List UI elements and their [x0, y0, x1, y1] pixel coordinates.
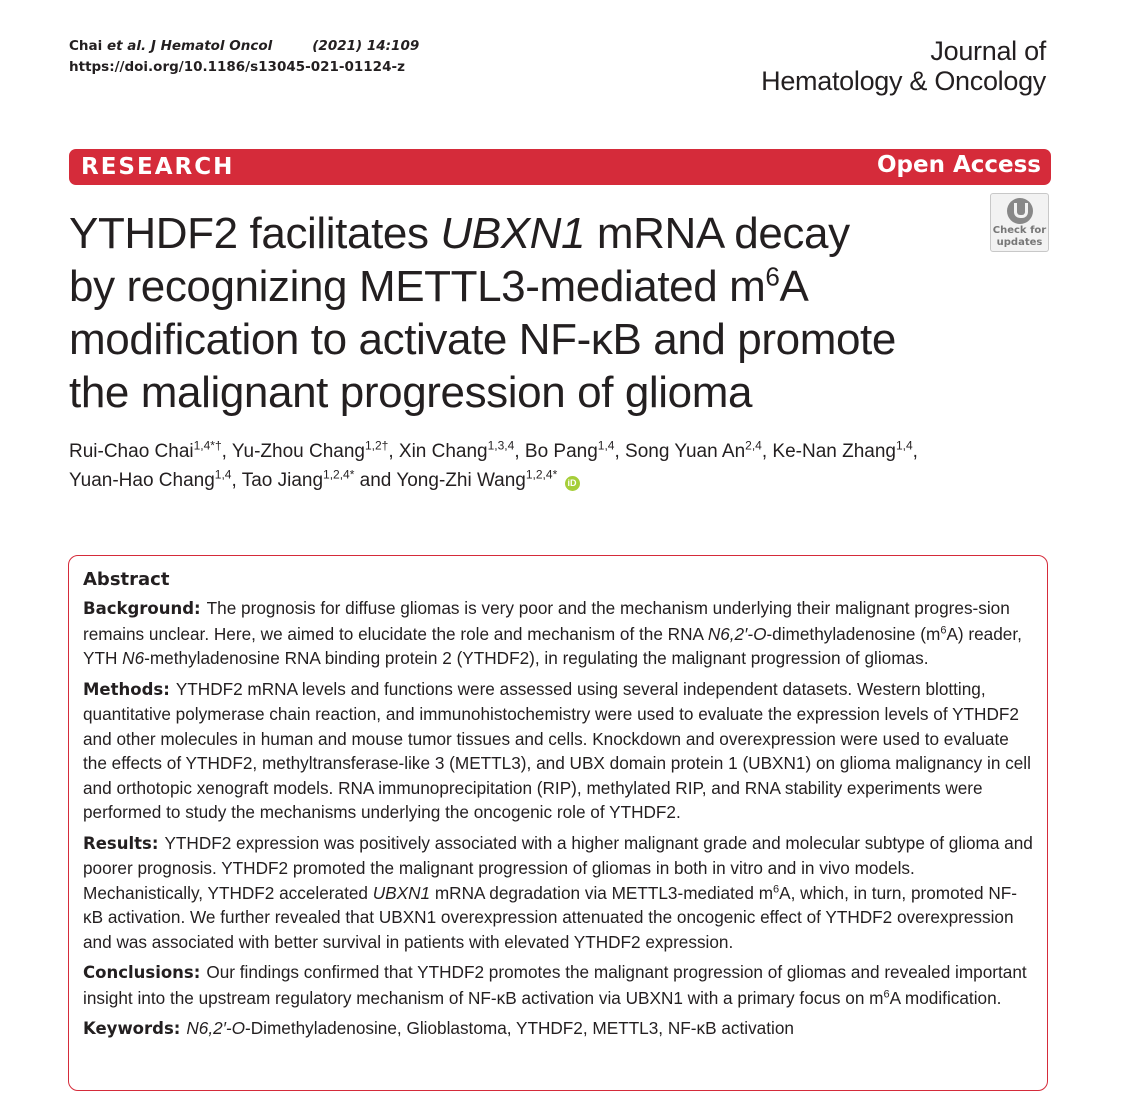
title-text: YTHDF2 facilitates: [69, 209, 441, 258]
citation-journal: et al. J Hematol Oncol: [102, 38, 273, 54]
abstract-text: -methyladenosine RNA binding protein 2 (YTHDF2), in regulating the malignant progression of gliomas.: [144, 648, 929, 668]
author-name: Yu-Zhou Chang: [231, 441, 365, 462]
author-affiliation: 2,4: [745, 438, 762, 453]
journal-logo: [761, 36, 1046, 96]
results-label: Results:: [83, 833, 159, 853]
author-name: Xin Chang: [398, 441, 488, 462]
background-label: Background:: [83, 599, 201, 618]
title-superscript: 6: [765, 261, 780, 292]
title-text: by recognizing METTL3-mediated m: [69, 262, 766, 311]
author-affiliation: 1,2,4*: [323, 467, 355, 482]
journal-name-line1: Journal of: [930, 36, 1046, 66]
author[interactable]: [772, 438, 913, 462]
author-affiliation: 1,4*†: [193, 438, 222, 453]
check-for-updates-line1: Check for: [992, 225, 1047, 236]
author-name: Yong-Zhi Wang: [396, 470, 526, 491]
abstract-superscript: 6: [773, 882, 780, 895]
abstract-conclusions: [83, 960, 1033, 1010]
author-name: Bo Pang: [524, 441, 598, 462]
author[interactable]: [524, 438, 615, 462]
author-affiliation: 1,4: [895, 438, 913, 453]
author[interactable]: [231, 438, 389, 462]
abstract-text: -dimethyladenosine (m: [766, 623, 941, 644]
abstract-text: YTHDF2 expression was positively associated with a higher malignant grade and molecular subtype of glioma and poorer prognosis. YTHDF2 promoted the malignant progression of gliomas in both in vitro and in vivo models. Mechanistically, YTHDF2 accelerated: [83, 832, 1033, 903]
author-affiliation: 1,2†: [364, 438, 389, 453]
abstract-results: [83, 831, 1033, 955]
author[interactable]: [625, 438, 762, 462]
abstract-italic: UBXN1: [372, 882, 431, 903]
methods-label: Methods:: [83, 679, 170, 699]
article-type-banner: [69, 149, 1051, 185]
abstract-superscript: 6: [883, 987, 890, 1000]
author-affiliation: 1,2,4*: [525, 467, 558, 482]
author-name: Rui-Chao Chai: [69, 441, 194, 462]
title-text: mRNA decay: [585, 209, 850, 258]
author-affiliation: 1,4: [214, 467, 232, 482]
title-line: the malignant progression of glioma: [69, 368, 753, 417]
author-name: Yuan-Hao Chang: [69, 470, 215, 491]
author-name: Ke-Nan Zhang: [772, 441, 896, 462]
keywords-label: Keywords:: [83, 1019, 181, 1038]
author-affiliation: 1,4: [597, 438, 615, 453]
bookmark-icon: [1007, 198, 1033, 224]
abstract-text: -Dimethyladenosine, Glioblastoma, YTHDF2, METTL3, NF-κB activation: [245, 1018, 794, 1038]
doi-link[interactable]: https://doi.org/10.1186/s13045-021-01124-z: [69, 59, 405, 75]
author[interactable]: [69, 438, 222, 462]
author[interactable]: [396, 467, 558, 491]
abstract-box: [68, 555, 1048, 1091]
title-text: A: [779, 262, 809, 311]
citation-block: [69, 36, 419, 78]
title-gene: UBXN1: [440, 209, 586, 258]
abstract-heading: Abstract: [83, 569, 170, 590]
title-line: [69, 260, 989, 313]
abstract-italic: N6,2′-O: [707, 623, 767, 644]
abstract-text: A modification.: [889, 987, 1002, 1008]
article-type-label: RESEARCH: [81, 154, 235, 180]
abstract-text: Our findings confirmed that YTHDF2 promotes the malignant progression of gliomas and revealed important insight into the upstream regulatory mechanism of NF-κB activation via UBXN1 with a primary focus on m: [83, 962, 1027, 1008]
check-for-updates-line2: updates: [996, 237, 1043, 248]
citation-authors: Chai: [69, 38, 103, 54]
abstract-text: A, which, in turn, promoted NF-κB activation. We further revealed that UBXN1 overexpression attenuated the oncogenic effect of YTHDF2 overexpression and was associated with better survival in patients with elevated YTHDF2 expression.: [83, 882, 1017, 952]
journal-name-line2: Hematology & Oncology: [761, 66, 1046, 96]
author-name: Song Yuan An: [625, 441, 746, 462]
abstract-background: [83, 596, 1033, 671]
author-name: Tao Jiang: [241, 470, 324, 491]
title-line: [69, 207, 989, 260]
author[interactable]: [398, 438, 515, 462]
article-title: [69, 207, 989, 419]
abstract-keywords: [83, 1016, 1033, 1042]
author[interactable]: [69, 467, 232, 491]
author-list: Rui-Chao Chai$^{1,4*\dagger}$, Yu-Zhou Chang$^{1,2\dagger}$, Xin Chang$^{1,3,4}$, Bo Pang$^{1,4}$, Song Yuan An$^{2,4}$, Ke-Nan Zhang$^{1,4}$, Yuan-Hao Chang$^{1,4}$, Tao Jiang$^{1,2,4*}$ and Yong-Zhi Wang$^{1,2,4*}$ iD: [69, 438, 918, 491]
orcid-icon[interactable]: iD: [565, 476, 580, 491]
citation-line: [69, 36, 419, 57]
check-for-updates-button[interactable]: [990, 193, 1049, 252]
abstract-methods: [83, 677, 1033, 825]
author[interactable]: [241, 467, 355, 491]
citation-year: (2021) 14:109: [312, 38, 420, 54]
abstract-text: A) reader, YTH: [83, 623, 1022, 668]
abstract-text: mRNA degradation via METTL3-mediated m: [430, 882, 774, 903]
open-access-label: Open Access: [876, 152, 1041, 178]
abstract-text: YTHDF2 mRNA levels and functions were assessed using several independent datasets. Western blotting, quantitative polymerase chain reaction, and immunohistochemistry were used to evaluate the expression levels of YTHDF2 and other molecules in human and mouse tumor tissues and cells. Knockdown and overexpression were used to evaluate the effects of YTHDF2, methyltransferase-like 3 (METTL3), and UBX domain protein 1 (UBXN1) on glioma malignancy in cell and orthotopic xenograft models. RNA immunoprecipitation (RIP), methylated RIP, and RNA stability experiments were performed to study the mechanisms underlying the oncogenic role of YTHDF2.: [83, 678, 1031, 822]
authors-conjunction: and: [354, 470, 397, 491]
abstract-superscript: 6: [940, 623, 947, 636]
author-affiliation: 1,3,4: [487, 438, 515, 453]
abstract-italic: N6,2′-O: [186, 1018, 246, 1038]
abstract-italic: N6: [122, 648, 145, 668]
conclusions-label: Conclusions:: [83, 963, 201, 982]
abstract-text: The prognosis for diffuse gliomas is very poor and the mechanism underlying their malignant progres-sion remains unclear. Here, we aimed to elucidate the role and mechanism of the RNA: [83, 598, 1010, 644]
title-line: modification to activate NF-κB and promote: [69, 315, 896, 364]
